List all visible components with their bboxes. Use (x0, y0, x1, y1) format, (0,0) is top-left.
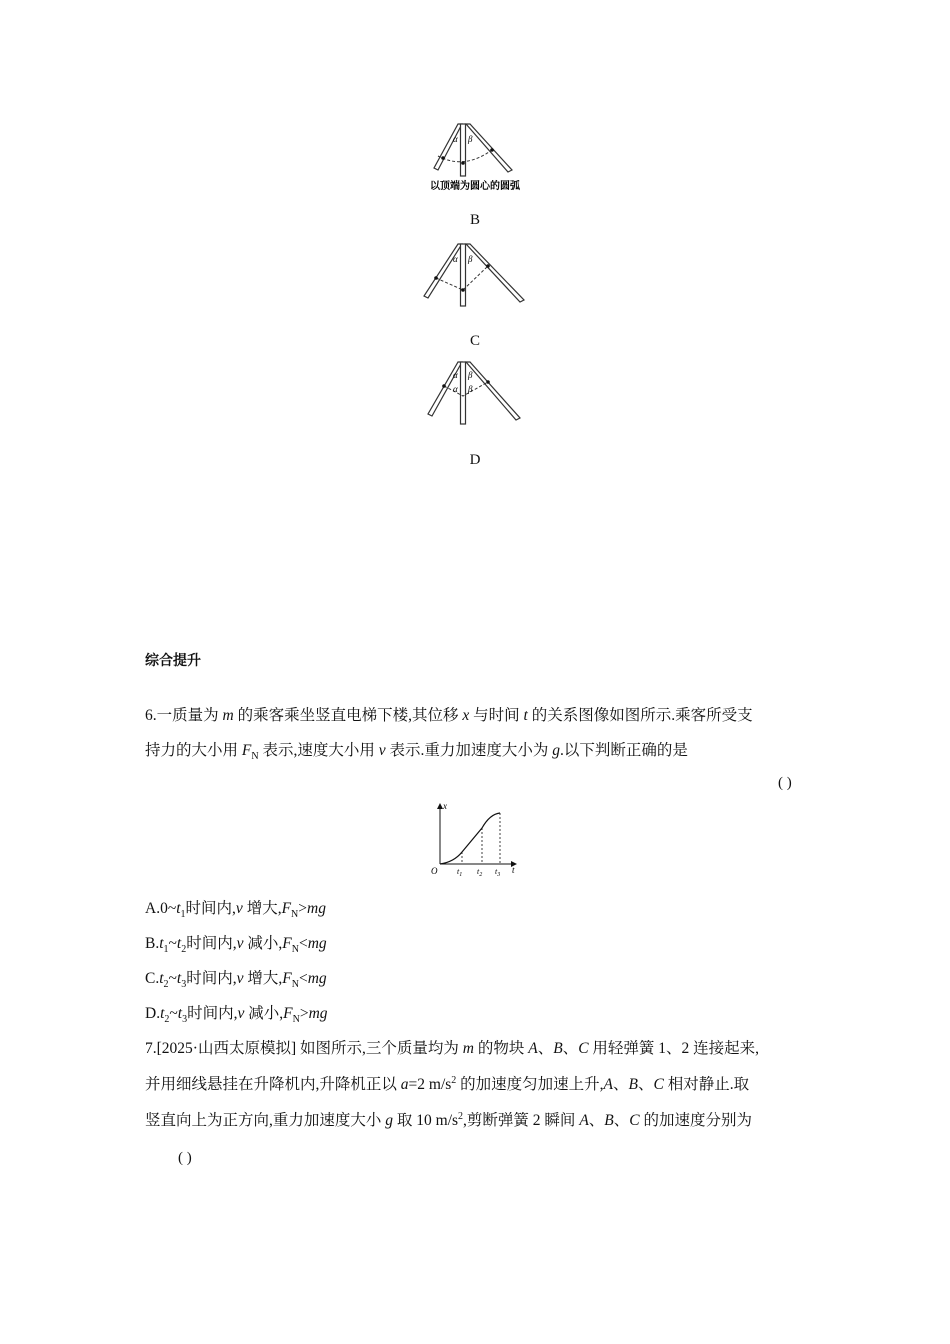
y-axis-label: x (443, 801, 447, 811)
alpha-label-c2: α (453, 384, 458, 394)
beta-label-b: β (468, 254, 473, 264)
option-c-label: C (469, 333, 480, 349)
origin-label: O (431, 866, 438, 876)
q6-option-b: $B.t_1\sim t_2$时间内,v 减小$,F_N<mg$ (145, 935, 327, 956)
t2-label: $t_2$ (477, 867, 483, 878)
xt-curve (440, 813, 500, 864)
beta-label-c1: β (468, 370, 473, 380)
alpha-label-b: α (453, 254, 458, 264)
q7-line2: 并用细线悬挂在升降机内,升降机正以 a=2 $m/s^2$ 的加速度匀加速上升,A、B、C 相对静止.取 (145, 1074, 750, 1093)
q6-option-a: $A.0\sim t_1$时间内,v 增大$,F_N>mg$ (145, 900, 326, 921)
figure-a-caption: 以顶端为圆心的圆弧 (430, 181, 520, 192)
q6-answer-paren: ( ) (778, 775, 792, 791)
option-d-label: D (469, 452, 481, 468)
option-b-label: B (469, 212, 480, 228)
section-title: 综合提升 (145, 653, 201, 669)
x-axis-label: t (512, 865, 515, 875)
q7-line3: 竖直向上为正方向,重力加速度大小 g 取 10 $m/s^2$,剪断弹簧 2 瞬间 A、B、C 的加速度分别为 (145, 1110, 753, 1129)
alpha-label-a: α (453, 134, 458, 144)
q6-option-d: $D.t_2\sim t_3$时间内,v 减小$,F_N>mg$ (145, 1005, 328, 1026)
q7-line1: 7.[2025·山西太原模拟] 如图所示,三个质量均为 m 的物块 A、B、C 用轻弹簧 1、2 连接起来, (145, 1040, 760, 1057)
figure-tripod-b (420, 240, 530, 310)
beta-label-a: β (468, 134, 473, 144)
q6-option-c: $C.t_2\sim t_3$时间内,v 增大$,F_N<mg$ (145, 970, 327, 991)
figure-tripod-a (420, 118, 530, 198)
t3-label: $t_3$ (495, 867, 501, 878)
alpha-label-c1: α (453, 370, 458, 380)
q6-line2: 持力的大小用 $F_N$ 表示,速度大小用 v 表示.重力加速度大小为 g.以下判断正确的是 (145, 742, 688, 763)
t1-label: $t_1$ (457, 867, 463, 878)
q6-xt-graph (428, 800, 528, 880)
beta-label-c2: β (468, 384, 473, 394)
q6-line1: 6.一质量为 m 的乘客乘坐竖直电梯下楼,其位移 x 与时间 t 的关系图像如图所示.乘客所受支 (145, 707, 753, 724)
q7-answer-paren: ( ) (178, 1150, 192, 1166)
figure-tripod-c (420, 358, 530, 428)
